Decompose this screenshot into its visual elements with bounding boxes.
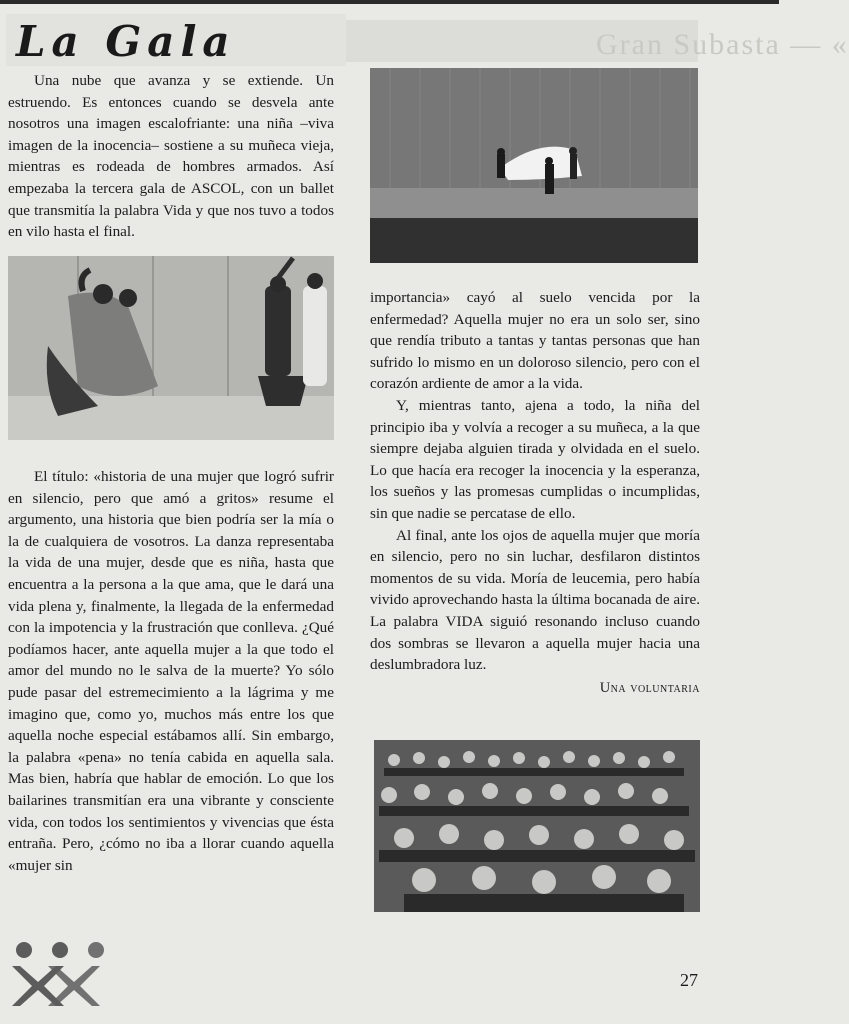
bleed-through-header <box>336 20 849 62</box>
left-body-column <box>8 466 334 876</box>
lead-column <box>8 70 334 243</box>
ascol-logo-icon <box>8 938 118 1008</box>
right-body-column <box>370 287 700 699</box>
author-signature: Una voluntaria <box>599 679 700 696</box>
page-number: 27 <box>680 970 698 990</box>
audience-photo <box>374 740 700 912</box>
right-paragraph-3: Al final, ante los ojos de aquella mujer que moría en silencio, pero no sin luchar, desfilaron distintos momentos de su vida. Moría de leucemia, pero había vivido aprovechando hasta la última bocanada de aire. La palabra VIDA siguió resonando incluso cuando dos sombras se llevaron a aquella mujer hacia una deslumbradora luz. <box>370 526 700 674</box>
left-paragraph: El título: «historia de una mujer que logró sufrir en silencio, pero que amó a gritos» resume el argumento, una historia que bien podría ser la mía o la de cualquiera de vosotros. La danza representaba la vida de una mujer, desde que es niña, hasta que encuentra a la persona a la que ama, que le dará una vida plena y, finalmente, la llegada de la enfermedad con la impotencia y la frustración que conlleva. ¿Qué podíamos hacer, ante aquella mujer a la que todo el amor del mundo no le salva de la muerte? Yo sólo pude pasar del estremecimiento a la lágrima y me imagino que, como yo, muchos más entre los que aquella noche especial estábamos allí. Sin embargo, la palabra «pena» no tenía cabida en aquella sala. Mas bien, habría que hablar de emoción. Lo que los bailarines transmitían era una vibrante y consciente vida, con todos los sentimientos y vivencias que ésta entraña. Pero, ¿cómo no iba a llorar cuando aquella «mujer sin <box>8 468 334 874</box>
page-top-edge <box>0 0 779 4</box>
title-banner <box>6 14 346 66</box>
bleed-through-text: Gran Subasta — « <box>596 28 849 61</box>
lead-paragraph: Una nube que avanza y se extiende. Un estruendo. Es entonces cuando se desvela ante nosotros una imagen escalofriante: una niña –viva imagen de la inocencia– sostiene a su muñeca vieja, mientras es rodeada de hombres armados. Así empezaba la tercera gala de ASCOL, con un ballet que transmitía la palabra Vida y que nos tuvo a todos en vilo hasta el final. <box>8 72 334 241</box>
stage-photo <box>370 68 698 263</box>
page-title: La Gala <box>16 17 236 66</box>
dancers-photo <box>8 256 334 440</box>
right-paragraph-2: Y, mientras tanto, ajena a todo, la niña del principio iba y volvía a recoger a su muñeca, a la que siempre dejaba alguien tirada y olvidada en el suelo. Lo que hacía era recoger la inocencia y la esperanza, los sueños y las promesas cumplidas o incumplidas, sin que nadie se percatase de ello. <box>370 396 700 522</box>
right-paragraph-1: importancia» cayó al suelo vencida por la enfermedad? Aquella mujer no era un solo ser, sino que rendía tributo a tantas y tantas personas que han sufrido lo mismo en un doloroso silencio, pero con el corazón ardiente de amor a la vida. <box>370 289 700 393</box>
